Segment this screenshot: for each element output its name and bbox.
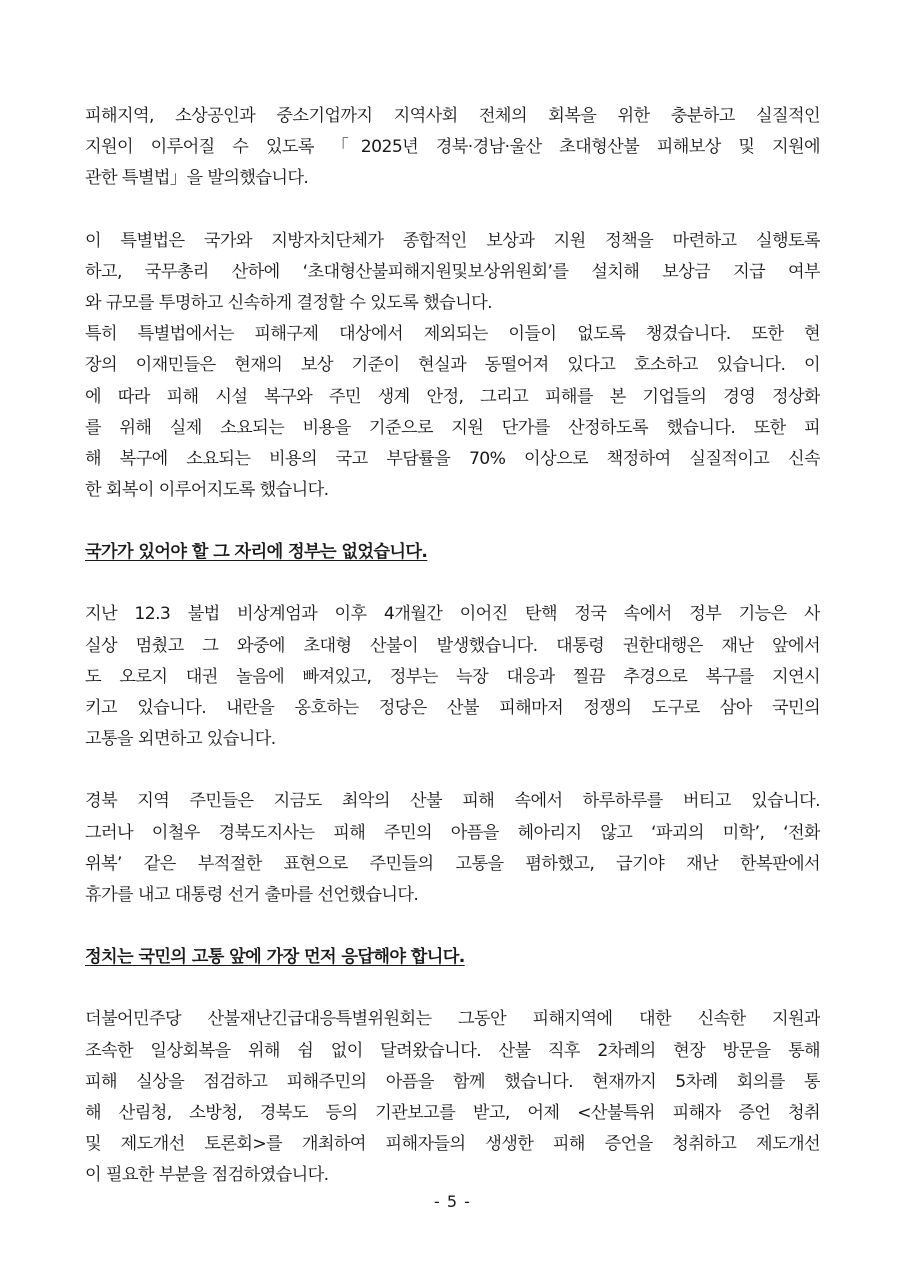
paragraph-gap (85, 506, 820, 537)
text-line: 이 특별법은 국가와 지방자치단체가 종합적인 보상과 지원 정책을 마련하고 실행토록 (85, 230, 820, 251)
paragraph-gap (85, 195, 820, 226)
text-line: 장의 이재민들은 현재의 보상 기준이 현실과 동떨어져 있다고 호소하고 있습니다. 이 (85, 355, 820, 376)
text-line: 피해 실상을 점검하고 피해주민의 아픔을 함께 했습니다. 현재까지 5차례 회의를 통 (85, 1071, 820, 1092)
text-line: 하고, 국무총리 산하에 ‘초대형산불피해지원및보상위원회’를 설치해 보상금 지급 여부 (85, 261, 820, 282)
paragraph-gap (85, 911, 820, 942)
text-line: 경북 지역 주민들은 지금도 최악의 산불 피해 속에서 하루하루를 버티고 있습니다. (85, 791, 820, 812)
text-line: 및 제도개선 토론회>를 개최하여 피해자들의 생생한 피해 증언을 청취하고 제도개선 (85, 1134, 820, 1155)
page-number: - 5 - (434, 1192, 471, 1211)
text-line: 키고 있습니다. 내란을 옹호하는 정당은 산불 피해마저 정쟁의 도구로 삼아 국민의 (85, 698, 820, 718)
text-line: 도 오로지 대권 놀음에 빠져있고, 정부는 늑장 대응과 찔끔 추경으로 복구를 지연시 (85, 666, 820, 687)
paragraph-bill-introduction (85, 101, 820, 195)
text-line: 위복’ 같은 부적절한 표현으로 주민들의 고통을 폄하했고, 급기야 재난 한복판에서 (85, 853, 820, 874)
text-line: 와 규모를 투명하고 신속하게 결정할 수 있도록 했습니다. (85, 292, 492, 313)
text-line: 지난 12.3 불법 비상계엄과 이후 4개월간 이어진 탄핵 정국 속에서 정부 기능은 사 (85, 604, 820, 625)
paragraph-committee-activities (85, 1004, 820, 1191)
text-line: 해 복구에 소요되는 비용의 국고 부담률을 70% 이상으로 책정하여 실질적이고 신속 (85, 448, 820, 469)
document-body (85, 101, 820, 1191)
text-line: 고통을 외면하고 있습니다. (85, 729, 276, 750)
paragraph-special-law-overview (85, 226, 820, 320)
text-line: 더불어민주당 산불재난긴급대응특별위원회는 그동안 피해지역에 대한 신속한 지원과 (85, 1009, 820, 1030)
text-line: 관한 특별법」을 발의했습니다. (85, 168, 309, 189)
section-heading-government-absent: 국가가 있어야 할 그 자리에 정부는 없었습니다. (85, 542, 428, 563)
text-line: 특히 특별법에서는 피해구제 대상에서 제외되는 이들이 없도록 챙겼습니다. 또한 현 (85, 324, 820, 345)
text-line: 한 회복이 이루어지도록 했습니다. (85, 480, 329, 501)
text-line: 를 위해 실제 소요되는 비용을 기준으로 지원 단가를 산정하도록 했습니다. 또한 피 (85, 417, 820, 438)
paragraph-gap (85, 568, 820, 599)
paragraph-governor-criticism (85, 786, 820, 911)
text-line: 그러나 이철우 경북도지사는 피해 주민의 아픔을 헤아리지 않고 ‘파괴의 미학’, ‘전화 (85, 822, 820, 843)
text-line: 조속한 일상회복을 위해 쉼 없이 달려왔습니다. 산불 직후 2차례의 현장 방문을 통해 (85, 1040, 820, 1061)
text-line: 지원이 이루어질 수 있도록 「2025년 경북·경남·울산 초대형산불 피해보상 및 지원에 (85, 137, 820, 158)
text-line: 이 필요한 부분을 점검하였습니다. (85, 1165, 329, 1186)
section-heading-politics-respond: 정치는 국민의 고통 앞에 가장 먼저 응답해야 합니다. (85, 947, 465, 968)
text-line: 피해지역, 소상공인과 중소기업까지 지역사회 전체의 회복을 위한 충분하고 실질적인 (85, 106, 820, 126)
paragraph-gap (85, 973, 820, 1004)
paragraph-government-failure (85, 599, 820, 755)
paragraph-special-law-details (85, 319, 820, 506)
text-line: 해 산림청, 소방청, 경북도 등의 기관보고를 받고, 어제 <산불특위 피해자 증언 청취 (85, 1102, 820, 1123)
text-line: 에 따라 피해 시설 복구와 주민 생계 안정, 그리고 피해를 본 기업들의 경영 정상화 (85, 386, 820, 407)
text-line: 휴가를 내고 대통령 선거 출마를 선언했습니다. (85, 884, 419, 905)
text-line: 실상 멈췄고 그 와중에 초대형 산불이 발생했습니다. 대통령 권한대행은 재난 앞에서 (85, 635, 820, 656)
paragraph-gap (85, 755, 820, 786)
